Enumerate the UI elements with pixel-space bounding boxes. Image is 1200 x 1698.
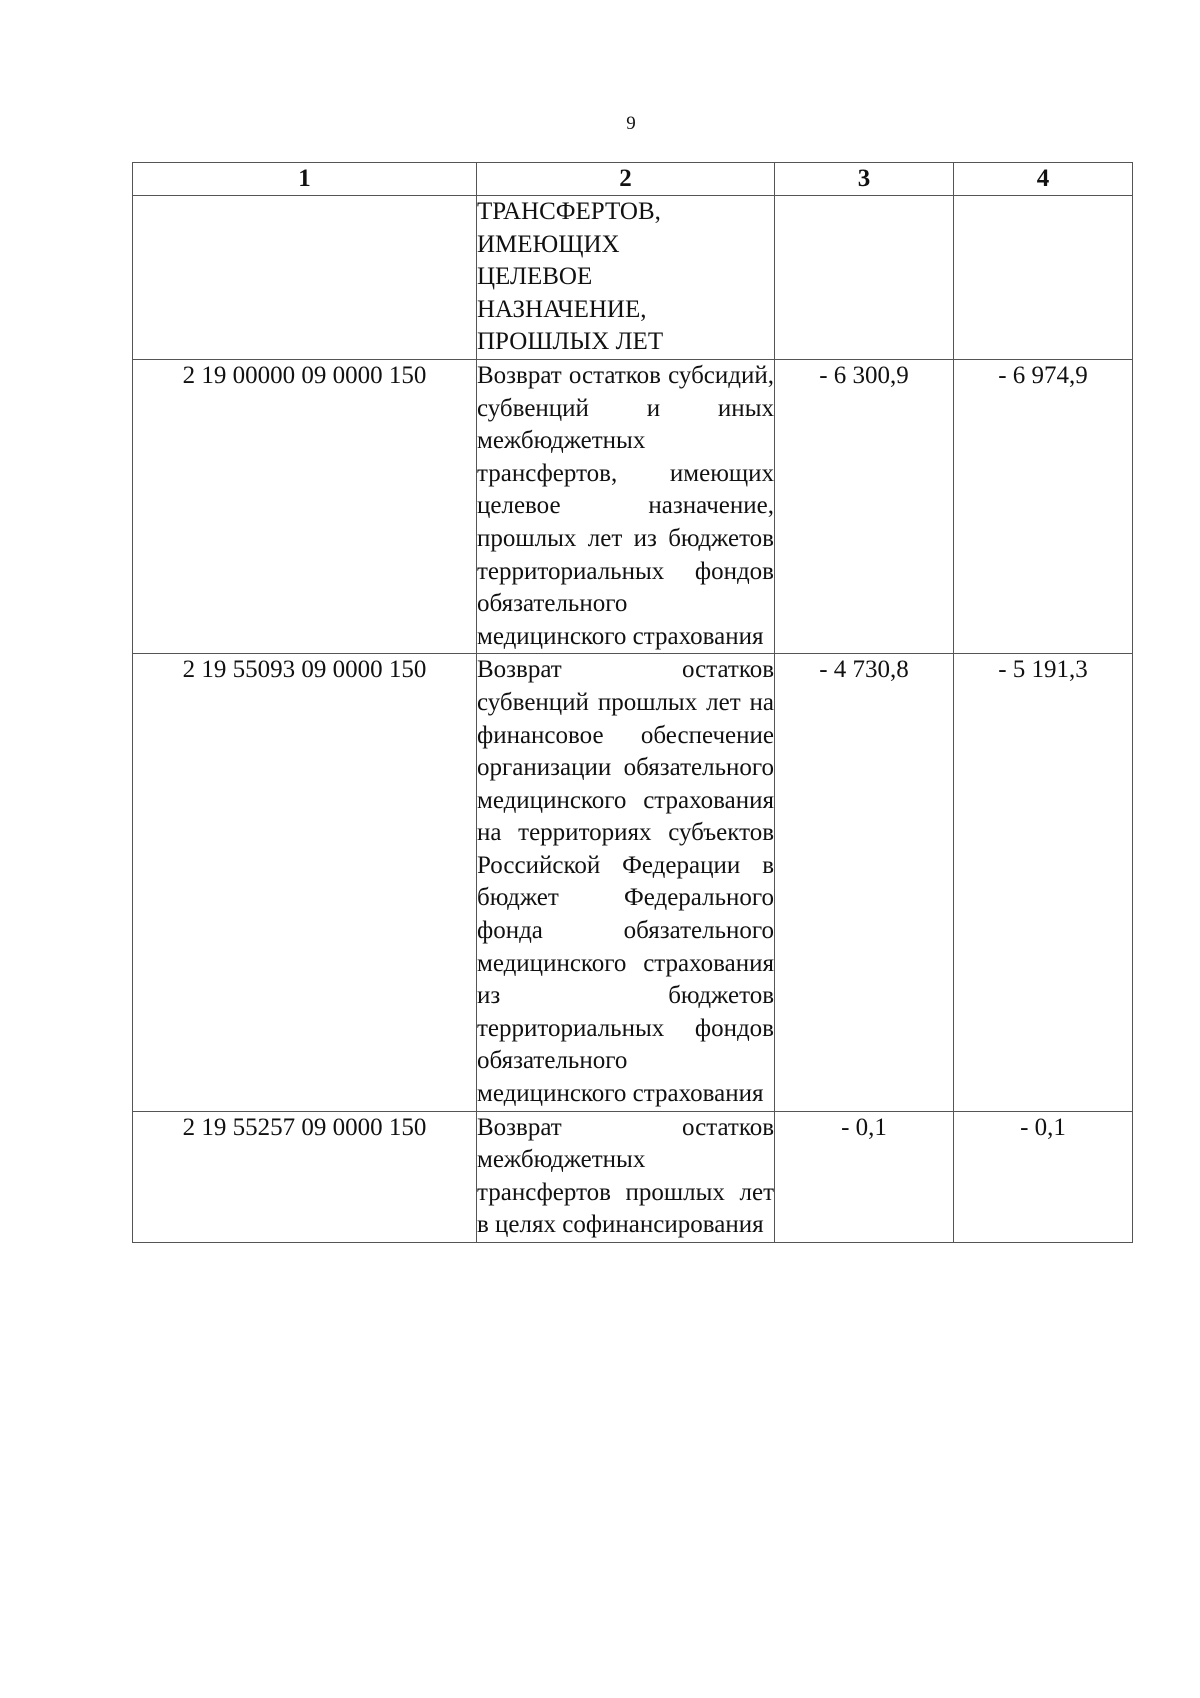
description-cell — [477, 359, 775, 653]
description-text: Возврат остатков межбюджетных трансфертов прошлых лет в целях софинансирования — [477, 1113, 774, 1239]
column-header-1: 1 — [133, 163, 477, 196]
value-cell-3: - 0,1 — [775, 1111, 954, 1242]
budget-code-cell: 2 19 55257 09 0000 150 — [133, 1111, 477, 1242]
description-cell — [477, 654, 775, 1111]
description-cell-continuation — [477, 196, 775, 360]
table-row-continuation — [133, 196, 1133, 360]
code-cell-empty — [133, 196, 477, 360]
column-header-3: 3 — [775, 163, 954, 196]
description-line: ПРОШЛЫХ ЛЕТ — [477, 328, 664, 356]
table-row — [133, 359, 1133, 653]
table-row — [133, 654, 1133, 1111]
value-cell-4-empty — [954, 196, 1133, 360]
table-row — [133, 1111, 1133, 1242]
value-cell-4: - 5 191,3 — [954, 654, 1133, 1111]
page-number: 9 — [626, 113, 636, 134]
budget-table — [132, 162, 1133, 1243]
table-header-row — [133, 163, 1133, 196]
column-header-2: 2 — [477, 163, 775, 196]
value-cell-3: - 6 300,9 — [775, 359, 954, 653]
description-text: Возврат остатков субсидий, субвенций и иных межбюджетных трансфертов, имеющих целевое назначение, прошлых лет из бюджетов территориальных фондов обязательного медицинского страхования — [477, 361, 774, 650]
description-line: ЦЕЛЕВОЕ — [477, 263, 593, 291]
budget-code-cell: 2 19 55093 09 0000 150 — [133, 654, 477, 1111]
description-line: НАЗНАЧЕНИЕ, — [477, 295, 647, 323]
budget-code-cell: 2 19 00000 09 0000 150 — [133, 359, 477, 653]
value-cell-4: - 6 974,9 — [954, 359, 1133, 653]
value-cell-4: - 0,1 — [954, 1111, 1133, 1242]
value-cell-3: - 4 730,8 — [775, 654, 954, 1111]
description-line: ТРАНСФЕРТОВ, — [477, 198, 661, 225]
description-text: Возврат остатков субвенций прошлых лет на финансовое обеспечение организации обязательного медицинского страхования на территориях субъектов Российской Федерации в бюджет Федерального фонда обязательного медицинского страхования из бюджетов территориальных фондов обязательного медицинского страхования — [477, 656, 774, 1108]
description-cell — [477, 1111, 775, 1242]
column-header-4: 4 — [954, 163, 1133, 196]
description-line: ИМЕЮЩИХ — [477, 230, 620, 258]
value-cell-3-empty — [775, 196, 954, 360]
